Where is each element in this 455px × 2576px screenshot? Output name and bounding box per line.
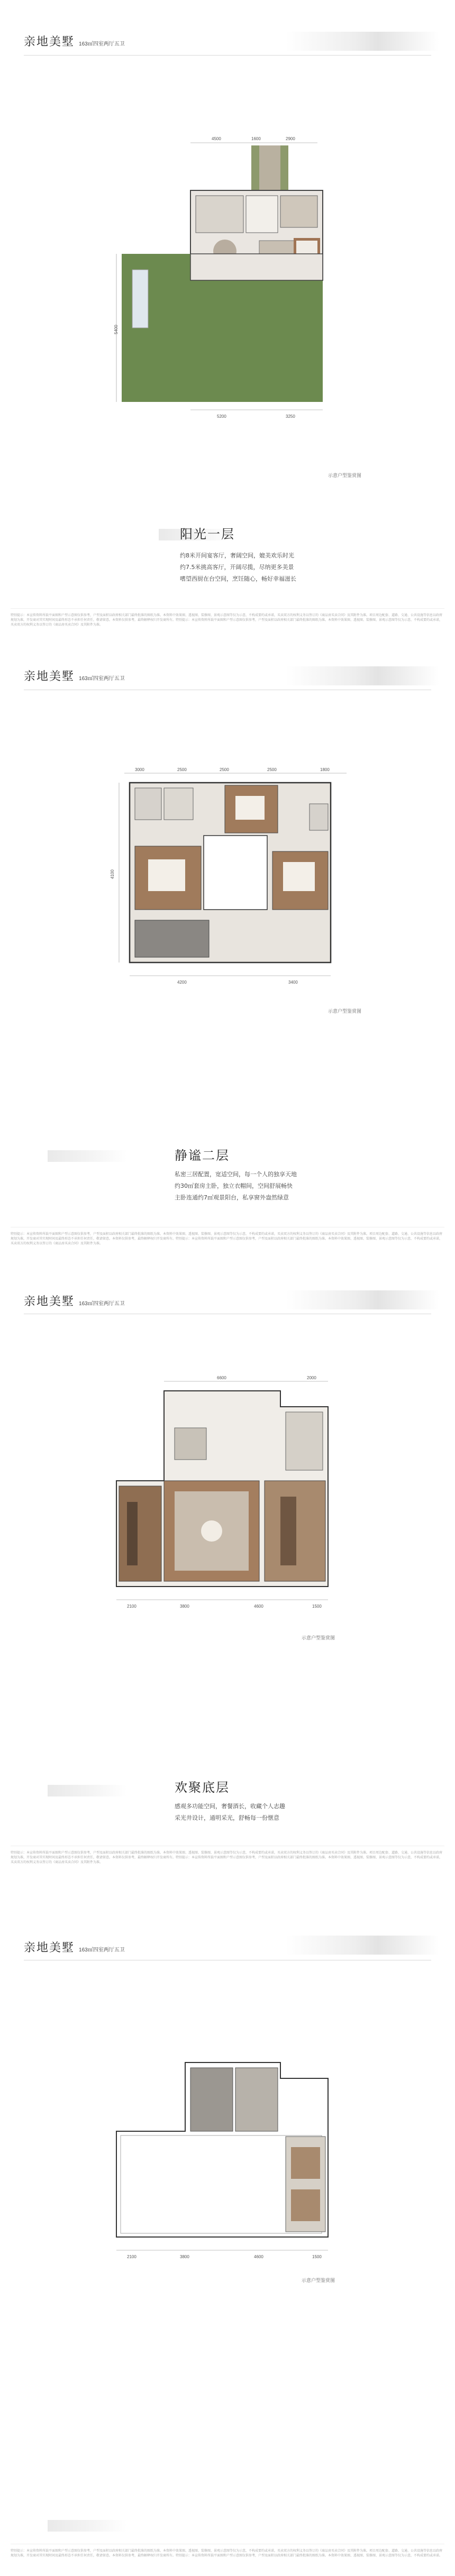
dim-top-2: 2500: [177, 767, 187, 772]
brand-header: [24, 667, 125, 689]
dim-top-1: 3000: [135, 767, 144, 772]
dim-bottom-4: 1500: [312, 1604, 322, 1609]
header-gradient: [286, 1936, 439, 1955]
desc-line-1: 感观多功能空间，奢餐酒长，收藏个人志趣: [175, 1803, 285, 1810]
dim-top-5: 1800: [320, 767, 330, 772]
brand-subtitle: 163㎡四室两厅五卫: [79, 1947, 125, 1953]
desc-line-2: 约30㎡套房主卧，独立衣帽间，空间舒展畅快: [175, 1182, 293, 1189]
dim-top-1: 4500: [212, 136, 221, 141]
floor-plan-second: [98, 767, 362, 1000]
dim-bottom-1: 4200: [177, 980, 187, 985]
desc-line-2: 约7.5米挑高客厅，开阔尽揽，尽纳更多美景: [180, 564, 294, 571]
floor-plan-first: [111, 132, 349, 439]
dim-bottom-2: 3800: [180, 1604, 189, 1609]
brand-name: 亲地美墅: [24, 1941, 75, 1955]
page-second-floor: [0, 645, 455, 1290]
brand-name: 亲地美墅: [24, 35, 75, 49]
header-rule: [24, 55, 431, 56]
plan-caption: 示意户型鉴赏图: [302, 2278, 335, 2283]
dim-bottom-2: 3800: [180, 2254, 189, 2259]
floor-title: 阳光一层: [180, 527, 235, 542]
desc-line-2: 采光井设计，通明采光，舒畅每一份惬意: [175, 1814, 279, 1821]
floor-plan-lower: [106, 2047, 360, 2269]
dim-bottom-3: 4600: [254, 2254, 263, 2259]
brand-subtitle: 163㎡四室两厅五卫: [79, 1301, 125, 1307]
header-gradient: [286, 1290, 439, 1309]
dim-top-2: 1600: [251, 136, 261, 141]
floor-title: 静谧二层: [175, 1148, 230, 1163]
dim-bottom-1: 2100: [127, 1604, 136, 1609]
title-gradient: [48, 1150, 127, 1162]
floor-description: [180, 550, 370, 585]
disclaimer: 特别提示：本宣传资料所载平面图和户型示意图仅供参考，户型及面积以政府相关部门最终批准的图纸为准。本资料中效果图、透视图、装修图、景观示意图等仅为示意，不构成要约或承诺，买卖双方的权利义务以签订的《商品房买卖合同》及其附件为准。项目周边配套、道路、交通、公共设施等信息以政府规划为准，开发商对其实现时间及最终形态不承担任何责任，敬请留意。本资料仅供参考，最终解释权归开发商所有。特别提示：本宣传资料所载平面图和户型示意图仅供参考，户型及面积以政府相关部门最终批准的图纸为准。本资料中效果图、透视图、装修图、景观示意图等仅为示意，不构成要约或承诺，买卖双方的权利义务以签订的《商品房买卖合同》及其附件为准。: [11, 1851, 443, 1864]
brand-header: [24, 1292, 125, 1314]
dim-left: 5400: [114, 325, 119, 334]
disclaimer: 特别提示：本宣传资料所载平面图和户型示意图仅供参考，户型及面积以政府相关部门最终批准的图纸为准。本资料中效果图、透视图、装修图、景观示意图等仅为示意，不构成要约或承诺，买卖双方的权利义务以签订的《商品房买卖合同》及其附件为准。项目周边配套、道路、交通、公共设施等信息以政府规划为准，开发商对其实现时间及最终形态不承担任何责任，敬请留意。本资料仅供参考，最终解释权归开发商所有。特别提示：本宣传资料所载平面图和户型示意图仅供参考，户型及面积以政府相关部门最终批准的图纸为准。本资料中效果图、透视图、装修图、景观示意图等仅为示意，不构成要约或承诺，买卖双方的权利义务以签订的《商品房买卖合同》及其附件为准。: [11, 614, 443, 627]
brand-subtitle: 163㎡四室两厅五卫: [79, 41, 125, 47]
plan-caption: 示意户型鉴赏图: [328, 473, 362, 478]
plan-caption: 示意户型鉴赏图: [302, 1635, 335, 1640]
page-basement: [0, 1290, 455, 1936]
dim-top-3: 2900: [286, 136, 295, 141]
dim-bottom-4: 1500: [312, 2254, 322, 2259]
desc-line-1: 私密三居配置，宽适空间，每一个人的独享天地: [175, 1171, 297, 1178]
brand-name: 亲地美墅: [24, 1295, 75, 1308]
floor-description: [175, 1169, 376, 1204]
desc-line-3: 主卧连通约7㎡观景阳台，私享窗外盎然绿意: [175, 1194, 289, 1201]
dim-bottom-3: 4600: [254, 1604, 263, 1609]
page-basement-alt: [0, 1936, 455, 2576]
brand-subtitle: 163㎡四室两厅五卫: [79, 676, 125, 682]
dim-left: 4100: [110, 869, 115, 879]
disclaimer: 特别提示：本宣传资料所载平面图和户型示意图仅供参考，户型及面积以政府相关部门最终批准的图纸为准。本资料中效果图、透视图、装修图、景观示意图等仅为示意，不构成要约或承诺，买卖双方的权利义务以签订的《商品房买卖合同》及其附件为准。项目周边配套、道路、交通、公共设施等信息以政府规划为准，开发商对其实现时间及最终形态不承担任何责任，敬请留意。本资料仅供参考，最终解释权归开发商所有。特别提示：本宣传资料所载平面图和户型示意图仅供参考，户型及面积以政府相关部门最终批准的图纸为准。本资料中效果图、透视图、装修图、景观示意图等仅为示意，不构成要约或承诺。: [11, 2550, 443, 2557]
header-gradient: [286, 666, 439, 685]
desc-line-1: 约8米开间宴客厅，奢阔空间，媲美欢乐时光: [180, 552, 294, 559]
header-gradient: [286, 32, 439, 51]
floor-plan-basement: [106, 1375, 360, 1629]
brand-header: [24, 1939, 125, 1960]
dim-bottom-2: 3400: [288, 980, 298, 985]
page-first-floor: [0, 0, 455, 645]
disclaimer: 特别提示：本宣传资料所载平面图和户型示意图仅供参考，户型及面积以政府相关部门最终批准的图纸为准。本资料中效果图、透视图、装修图、景观示意图等仅为示意，不构成要约或承诺，买卖双方的权利义务以签订的《商品房买卖合同》及其附件为准。项目周边配套、道路、交通、公共设施等信息以政府规划为准，开发商对其实现时间及最终形态不承担任何责任，敬请留意。本资料仅供参考，最终解释权归开发商所有。特别提示：本宣传资料所载平面图和户型示意图仅供参考，户型及面积以政府相关部门最终批准的图纸为准。本资料中效果图、透视图、装修图、景观示意图等仅为示意，不构成要约或承诺，买卖双方的权利义务以签订的《商品房买卖合同》及其附件为准。: [11, 1233, 443, 1245]
brand-name: 亲地美墅: [24, 670, 75, 683]
dim-bottom-1: 5200: [217, 414, 226, 419]
title-gradient: [48, 1785, 127, 1796]
floor-title: 欢聚底层: [175, 1780, 230, 1795]
title-gradient: [48, 2520, 127, 2532]
dim-top-2: 2000: [307, 1376, 316, 1380]
desc-line-3: 嗜望西厨在台空间，烹饪随心，畅好幸福滋长: [180, 575, 296, 582]
dim-top-3: 2500: [220, 767, 229, 772]
dim-bottom-1: 2100: [127, 2254, 136, 2259]
brand-header: [24, 33, 125, 54]
disclaimer-rule: [11, 608, 444, 609]
dim-bottom-2: 3250: [286, 414, 295, 419]
dim-top-1: 6600: [217, 1376, 226, 1380]
dim-top-4: 2500: [267, 767, 277, 772]
floor-description: [175, 1801, 376, 1824]
plan-caption: 示意户型鉴赏图: [328, 1009, 362, 1014]
